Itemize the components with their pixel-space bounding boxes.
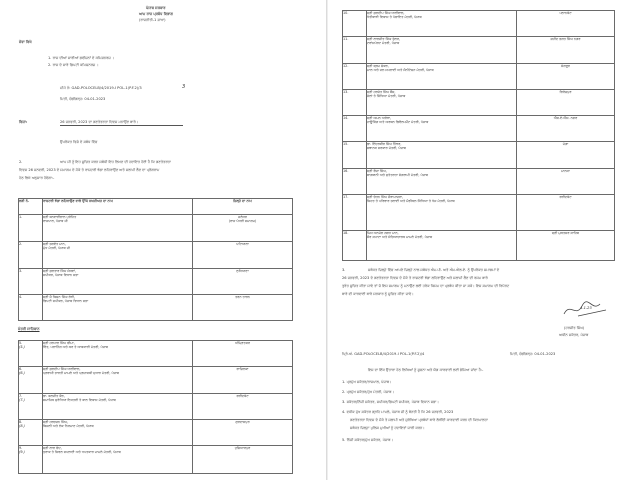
person-cell: ਸ੍ਰੀ ਚੇਤਨ ਸਿੰਘ ਜੌੜਾਮਾਜਰਾ, ਸਿਹਤ ਤੇ ਪਰਿਵਾਰ ਭਲਾਈ ਅਤੇ ਮੈਡੀਕਲ ਸਿੱਖਿਆ ਤੇ ਖੋਜ ਮੰਤਰੀ, ਪੰਜਾਬ [367,195,517,231]
district-cell: ਅੰਮ੍ਰਿਤਸਰ [193,341,293,367]
table-row [343,116,615,142]
memo-number: ਮੀਮੋ ਨੰ: GAD-POLOCELB/4/2019-I POL-1(P.F.2)/3 [60,86,142,90]
table-row [19,367,293,394]
person-cell: ਸ੍ਰੀ ਕੁਲਤਾਰ ਸਿੰਘ ਸੰਧਵਾਂ, ਸਪੀਕਰ, ਪੰਜਾਬ ਵਿਧਾਨ ਸਭਾ [43,269,193,295]
district-cell: ਸ਼ਹੀਦ ਭਗਤ ਸਿੰਘ ਨਗਰ [517,37,615,64]
header-serial: ਲੜੀ ਨੰ. [19,199,43,215]
serial-cell: 2. [19,242,43,269]
person-cell: ਸ੍ਰੀ ਲਾਲ ਚੰਦ, ਖੁਰਾਕ ਤੇ ਸਿਵਲ ਸਪਲਾਈ ਅਤੇ ਖਪਤਕਾਰ ਮਾਮਲੇ ਮੰਤਰੀ, ਪੰਜਾਬ [43,446,193,474]
table-row [343,37,615,64]
memo2-number: ਪ੍ਰਿੰ.ਅੰ. GAD-POLOCELB/4/2019-I POL-1(P.F.2)/4 [342,352,425,356]
para-number: 2. [19,160,23,164]
district-cell: ਐਸ.ਏ.ਐਸ. ਨਗਰ [517,116,615,142]
person-cell: ਡਾ. ਬਲਜੀਤ ਕੌਰ, ਸਮਾਜਿਕ ਸੁਰੱਖਿਆ ਇਸਤਰੀ ਤੇ ਬਾਲ ਵਿਕਾਸ ਮੰਤਰੀ, ਪੰਜਾਬ [43,394,193,420]
memo-date: ਮਿਤੀ, ਚੰਡੀਗੜ੍ਹ: 04-01-2023 [60,97,106,101]
memo-handwritten-number: 3 [182,84,186,90]
table-row [343,11,615,37]
para3-number: 3. [342,268,346,272]
district-cell: ਜਲੰਧਰ (ਰਾਜ ਪੱਧਰੀ ਸਮਾਗਮ) [193,215,293,242]
district-cell: ਫਾਜ਼ਿਲਕਾ [193,367,293,394]
serial-cell: 16. [343,169,367,195]
person-cell: ਸ੍ਰੀ ਲਾਲਜੀਤ ਸਿੰਘ ਭੁੱਲਰ, ਟਰਾਂਸਪੋਰਟ ਮੰਤਰੀ, ਪੰਜਾਬ [367,37,517,64]
serial-cell: 4. [19,295,43,321]
table-row [343,195,615,231]
person-cell: ਸ੍ਰੀ ਫੌਜਾ ਸਿੰਘ, ਬਾਗਬਾਨੀ ਅਤੇ ਸੁਤੰਤਰਤਾ ਸੰਗਰਾਮੀ ਮੰਤਰੀ, ਪੰਜਾਬ [367,169,517,195]
serial-cell: 17. [343,195,367,231]
copy-list-item: 1. ਪ੍ਰਮੁੱਖ ਸਕੱਤਰ/ਰਾਜਪਾਲ, ਪੰਜਾਬ। [342,380,392,384]
copy-list-item: 3. ਸਕੱਤਰ/ਨਿੱਜੀ ਸਕੱਤਰ, ਸਪੀਕਰ/ਡਿਪਟੀ ਸਪੀਕਰ, ਪੰਜਾਬ ਵਿਧਾਨ ਸਭਾ। [342,400,439,404]
district-cell: ਫਰੀਦਕੋਟ [193,394,293,420]
table-row [19,420,293,446]
table-row [343,64,615,90]
serial-cell: 18. [343,231,367,261]
person-cell: ਸ੍ਰੀ ਕੁਲਦੀਪ ਸਿੰਘ ਧਾਲੀਵਾਲ, ਪ੍ਰਵਾਸੀ ਭਾਰਤੀ ਮਾਮਲੇ ਅਤੇ ਪ੍ਰਸ਼ਾਸਕੀ ਸੁਧਾਰ ਮੰਤਰੀ, ਪੰਜਾਬ [43,367,193,394]
person-cell: ਸ੍ਰੀ ਹਰਪਾਲ ਸਿੰਘ ਚੀਮਾ, ਵਿੱਤ, ਪਲਾਨਿੰਗ ਅਤੇ ਕਰ ਤੇ ਆਬਕਾਰੀ ਮੰਤਰੀ, ਪੰਜਾਬ [43,341,193,367]
district-cell: ਹੁਸ਼ਿਆਰਪੁਰ [193,446,293,474]
signatory-designation: ਅਧੀਨ ਸਕੱਤਰ, ਪੰਜਾਬ [559,333,589,337]
address-line: 1. ਰਾਜ ਦੀਆਂ ਸਾਰੀਆਂ ਡਵੀਜ਼ਨਾਂ ਦੇ ਕਮਿਸ਼ਨਰਜ਼ । [48,56,115,60]
district-cell: ਸੰਗਰੂਰ [517,64,615,90]
department-title: ਆਮ ਰਾਜ ਪ੍ਰਬੰਧ ਵਿਭਾਗ [139,12,173,16]
program-table-part2 [18,340,293,474]
serial-cell: 13. [343,90,367,116]
serial-cell: 8. (8.) [19,420,43,446]
table-row [19,242,293,269]
signatory-name: (ਹਰਜੀਤ ਸਿੰਘ) [564,326,585,330]
district-cell: ਫਿਰੋਜ਼ਪੁਰ [517,90,615,116]
para-line: ਤੁਰੰਤ ਸੂਚਿਤ ਕੀਤਾ ਜਾਵੇ ਤਾਂ ਜੋ ਇਸ ਸਮਾਗਮ ਨੂੰ ਮਨਾਉਣ ਲਈ ਹਰੇਕ ਕਿਸਮ ਦਾ ਪ੍ਰਬੰਧ ਕੀਤਾ ਜਾ ਸਕੇ। ਇਸ ਸਮਾਗਮ ਦੀ ਰਿਪੋਰਟ [342,284,510,288]
table-row [19,394,293,420]
table-row [343,142,615,169]
serial-cell: 5. (5.) [19,341,43,367]
table-header-row [19,199,293,215]
subject-text: 26 ਜਨਵਰੀ, 2023 ਦਾ ਗਣਤੰਤਰਤਾ ਦਿਵਸ ਮਨਾਉਣ ਬਾਰੇ। [60,120,139,124]
serial-cell: 15. [343,142,367,169]
person-cell: ਸ੍ਰੀ ਅਮਨ ਅਰੋੜਾ, ਹਾਊਸਿੰਗ ਅਤੇ ਅਰਬਨ ਡਿਵੈਲਪਮੈਂਟ ਮੰਤਰੀ, ਪੰਜਾਬ [367,116,517,142]
para-line: ਹੇਠ ਲਿਖੇ ਅਨੁਸਾਰ ਹੋਵੇਗਾ:- [19,176,55,180]
person-cell: ਮਿਸ ਅਨਮੋਲ ਗਗਨ ਮਾਨ, ਸੈਰ ਸਪਾਟਾ ਅਤੇ ਸੱਭਿਆਚਾਰਕ ਮਾਮਲੇ ਮੰਤਰੀ, ਪੰਜਾਬ [367,231,517,261]
copy-list-item: 2. ਪ੍ਰਮੁੱਖ ਸਕੱਤਰ/ਮੁੱਖ ਮੰਤਰੀ, ਪੰਜਾਬ। [342,390,394,394]
table-row [19,341,293,367]
district-cell: ਸ੍ਰੀ ਮੁਕਤਸਰ ਸਾਹਿਬ [517,231,615,261]
district-cell: ਪਟਿਆਲਾ [193,242,293,269]
right-page [328,0,640,480]
copy-list-item: ਗਣਤੰਤਰਤਾ ਦਿਵਸ ਦੇ ਮੌਕੇ ਤੇ ਸਲਾਮੀ ਅਤੇ ਸੁਰੱਖਿਆ ਪ੍ਰਬੰਧਾਂ ਬਾਰੇ ਲੋੜੀਂਦੀ ਕਾਰਵਾਈ ਕਰਨ ਦੀ ਕਿਰਪਾਲਤਾ [350,418,488,422]
header-district: ਜ਼ਿਲ੍ਹੇ ਦਾ ਨਾਮ [193,199,293,215]
district-cell: ਤਰਨ ਤਾਰਨ [193,295,293,321]
subject-label: ਵਿਸ਼ਾ: [19,120,28,124]
person-cell: ਸ੍ਰੀ ਹਰਜੋਤ ਸਿੰਘ ਬੈਂਸ, ਜੇਲਾਂ ਤੇ ਸਿੱਖਿਆ ਮੰਤਰੀ, ਪੰਜਾਬ [367,90,517,116]
copy-to-line: ਇਸ ਦਾ ਇੱਕ ਉਤਾਰਾ ਹੇਠ ਲਿਖਿਆਂ ਨੂੰ ਸੂਚਨਾ ਅਤੇ ਯੋਗ ਕਾਰਵਾਈ ਲਈ ਭੇਜਿਆ ਜਾਂਦਾ ਹੈ:- [368,368,484,372]
para-line: ਬਾਰੇ ਵੀ ਕਾਰਵਾਈ ਬਾਰੇ ਸਰਕਾਰ ਨੂੰ ਸੂਚਿਤ ਕੀਤਾ ਜਾਵੇ। [342,292,414,296]
serial-cell: 9. (9.) [19,446,43,474]
district-cell: ਗੁਰਦਾਸਪੁਰ [193,420,293,446]
reference-line: ਉਪਰੋਕਤ ਵਿਸ਼ੇ ਦੇ ਸਬੰਧ ਵਿੱਚ [60,140,98,144]
header-person: ਰਾਸ਼ਟਰੀ ਝੰਡਾ ਲਹਿਰਾਉਣ ਵਾਲੇ ਉੱਘੇ ਸਖਸ਼ੀਅਤ ਦਾ ਨਾਮ [43,199,193,215]
table-row [343,169,615,195]
district-cell: ਲੁਧਿਆਣਾ [193,269,293,295]
table-row [19,215,293,242]
address-line: 2. ਰਾਜ ਦੇ ਸਾਰੇ ਡਿਪਟੀ ਕਮਿਸ਼ਨਰਜ਼ । [48,63,99,67]
table-row [19,269,293,295]
para-line: 26 ਜਨਵਰੀ, 2023 ਦੇ ਗਣਤੰਤਰਤਾ ਦਿਵਸ ਦੇ ਮੌਕੇ ਤੇ ਰਾਸ਼ਟਰੀ ਝੰਡਾ ਲਹਿਰਾਉਣ ਅਤੇ ਸਲਾਮੀ ਲੈਣ ਦੀ ਰਸਮ ਬਾਰੇ [342,276,488,280]
govt-title: ਪੰਜਾਬ ਸਰਕਾਰ [146,6,166,10]
district-cell: ਫਰੀਦਕੋਟ [517,195,615,231]
serial-cell: 12. [343,64,367,90]
serial-cell: 11. [343,37,367,64]
copy-list-item: 4. ਵਧੀਕ ਮੁੱਖ ਸਕੱਤਰ ਗ੍ਰਹਿ ਮਾਮਲੇ, ਪੰਜਾਬ ਜੀ ਨੂੰ ਬੇਨਤੀ ਹੈ ਕਿ 26 ਜਨਵਰੀ, 2023 [342,410,454,414]
copy-list-item: ਸਬੰਧਤ ਜ਼ਿਲ੍ਹਾ ਪੁਲਿਸ ਮੁਖੀਆਂ ਨੂੰ ਹਦਾਇਤਾਂ ਜਾਰੀ ਕਰਨ। [350,426,425,430]
table-row [19,446,293,474]
program-table-part1 [18,198,293,321]
serial-cell: 10. [343,11,367,37]
sewa-label: ਸੇਵਾ ਵਿਖੇ [19,40,32,44]
person-cell: ਸ੍ਰੀ ਹਰਭਜਨ ਸਿੰਘ, ਬਿਜਲੀ ਅਤੇ ਲੋਕ ਨਿਰਮਾਣ ਮੰਤਰੀ, ਪੰਜਾਬ [43,420,193,446]
serial-cell: 14. [343,116,367,142]
district-cell: ਮੋਗਾ [517,142,615,169]
district-cell: ਮਾਨਸਾ [517,169,615,195]
memo2-date: ਮਿਤੀ, ਚੰਡੀਗੜ੍ਹ: 04-01-2023 [510,352,556,356]
person-cell: ਸ੍ਰੀ ਜੈ ਕਿਸ਼ਨ ਸਿੰਘ ਰੋੜੀ, ਡਿਪਟੀ ਸਪੀਕਰ, ਪੰਜਾਬ ਵਿਧਾਨ ਸਭਾ [43,295,193,321]
person-cell: ਸ੍ਰੀ ਕੁਲਦੀਪ ਸਿੰਘ ਧਾਲੀਵਾਲ, ਖੇਤੀਬਾੜੀ ਵਿਕਾਸ ਤੇ ਪੰਚਾਇਤ ਮੰਤਰੀ, ਪੰਜਾਬ [367,11,517,37]
para-line: ਸਬੰਧਤ ਜ਼ਿਲ੍ਹੇ ਵਿੱਚ ਆਪਣੇ ਜ਼ਿਲ੍ਹੇ ਨਾਲ ਸਬੰਧਤ ਐਮ.ਪੀ. ਅਤੇ ਐਮ.ਐਲ.ਏ. ਨੂੰ ਉਪਰੋਕਤ ਸਮਾਗਮਾਂ ਦੇ [368,268,500,272]
para-line: ਆਪ ਜੀ ਨੂੰ ਇਹ ਸੂਚਿਤ ਕਰਨ ਸਬੰਧੀ ਇਹ ਲਿਖਣ ਦੀ ਹਦਾਇਤ ਹੋਈ ਹੈ ਕਿ ਗਣਤੰਤਰਤਾ [60,160,171,164]
signature-date: 4-1-23 [580,306,592,310]
district-cell: ਪਠਾਨਕੋਟ [517,11,615,37]
table-row [343,231,615,261]
para-line: ਦਿਵਸ 26 ਜਨਵਰੀ, 2023 ਦੇ ਸਮਾਗਮ ਦੇ ਮੌਕੇ ਤੇ ਰਾਸ਼ਟਰੀ ਝੰਡਾ ਲਹਿਰਾਉਣ ਅਤੇ ਸਲਾਮੀ ਲੈਣ ਦਾ ਪ੍ਰੋਗਰਾਮ [19,168,160,172]
table-row [343,90,615,116]
program-table-part3 [342,10,615,261]
table-row [19,295,293,321]
copy-list-item: 5. ਨਿੱਜੀ ਸਕੱਤਰ/ਮੁੱਖ ਸਕੱਤਰ, ਪੰਜਾਬ। [342,438,393,442]
serial-cell: 1. [19,215,43,242]
person-cell: ਸ੍ਰੀ ਬ੍ਰਮ ਸ਼ੰਕਰ, ਮਾਲ ਅਤੇ ਜਲ ਸਪਲਾਈ ਅਤੇ ਸੈਨੀਟੇਸ਼ਨ ਮੰਤਰੀ, ਪੰਜਾਬ [367,64,517,90]
branch-title: (ਰਾਜਨੀਤੀ-1 ਸ਼ਾਖਾ) [139,18,166,22]
person-cell: ਸ੍ਰੀ ਭਗਵੰਤ ਮਾਨ, ਮੁੱਖ ਮੰਤਰੀ, ਪੰਜਾਬ ਜੀ [43,242,193,269]
person-cell: ਸ੍ਰੀ ਬਨਵਾਰੀਲਾਲ ਪੁਰੋਹਿਤ ਰਾਜਪਾਲ, ਪੰਜਾਬ ਜੀ [43,215,193,242]
serial-cell: 6. (6.) [19,367,43,394]
ministers-section-heading: ਮੰਤਰੀ ਸਾਹਿਬਾਨ [18,327,40,331]
serial-cell: 3. [19,269,43,295]
serial-cell: 7. (7.) [19,394,43,420]
person-cell: ਡਾ. ਇੰਦਰਬੀਰ ਸਿੰਘ ਨਿੱਝਰ, ਸਥਾਨਕ ਸਰਕਾਰ ਮੰਤਰੀ, ਪੰਜਾਬ [367,142,517,169]
